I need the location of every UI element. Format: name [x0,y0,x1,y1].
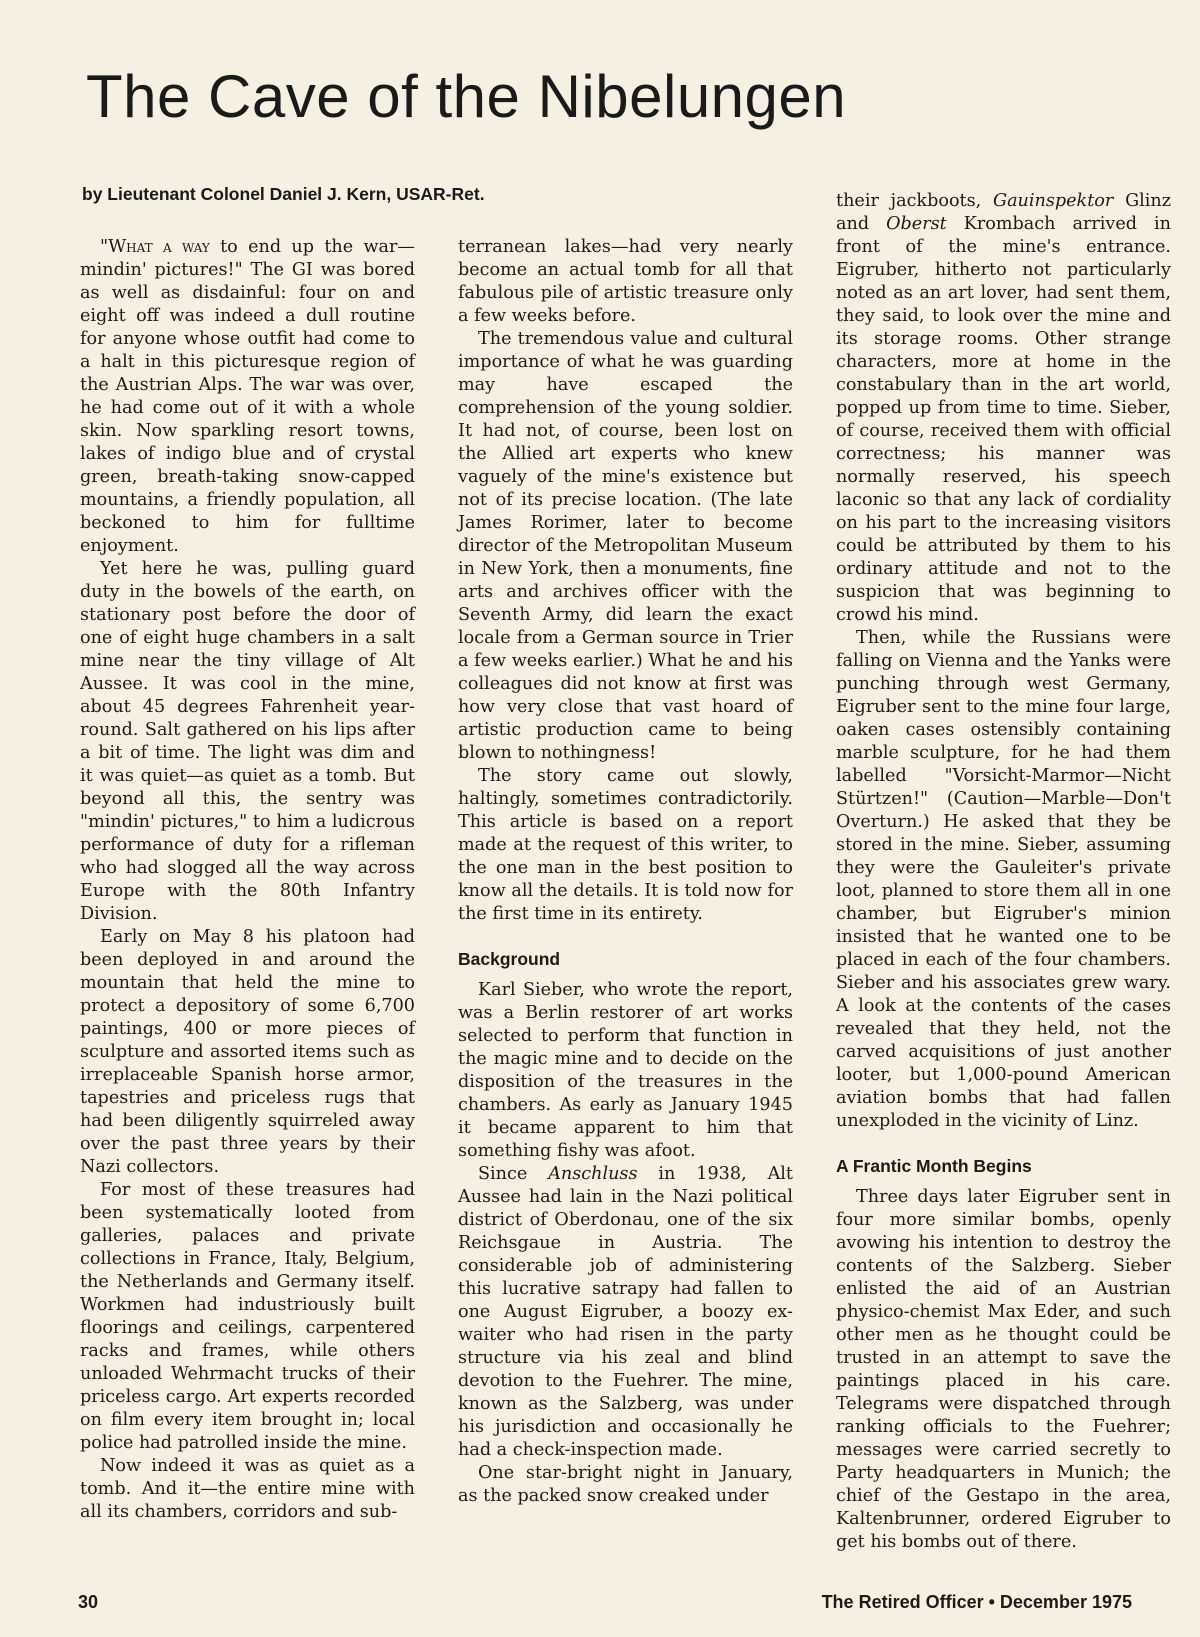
column-3 [836,190,1171,1554]
emphasis: Oberst [886,214,947,234]
column-1 [80,236,415,1524]
paragraph [80,236,415,558]
paragraph-text: to end up the war—mindin' pictures!" The GI was bored as well as disdainful: four on and eight off was indeed a dull routine for anyone whose outfit had come to a halt in this picturesque region of the Austrian Alps. The war was over, he had come out of it with a whole skin. Now sparkling resort towns, lakes of indigo blue and of crystal green, breath-taking snow-capped mountains, a friendly population, all beckoned to him for fulltime enjoyment. [80,237,416,556]
emphasis: Gauinspektor [993,191,1114,211]
paragraph: For most of these treasures had been systematically looted from galleries, palaces and private collections in France, Italy, Belgium, the Netherlands and Germany itself. Workmen had industriously built floorings and ceilings, carpentered racks and frames, while others unloaded Wehrmacht trucks of their priceless cargo. Art experts recorded on film every item brought in; local police had patrolled inside the mine. [80,1180,415,1453]
section-heading-frantic-month: A Frantic Month Begins [836,1156,1032,1176]
lead-in: "What a way [100,237,210,257]
emphasis: Anschluss [548,1164,638,1184]
paragraph-text: their jackboots, [836,191,994,211]
byline: by Lieutenant Colonel Daniel J. Kern, USAR-Ret. [82,184,485,204]
paragraph [458,1163,793,1462]
paragraph: terranean lakes—had very nearly become an actual tomb for all that fabulous pile of artistic treasure only a few weeks before. [458,237,793,326]
paragraph-text: Since [478,1164,549,1184]
article-title: The Cave of the Nibelungen [86,63,847,130]
paragraph: Now indeed it was as quiet as a tomb. And it—the entire mine with all its chambers, corridors and sub- [80,1456,415,1522]
paragraph [836,190,1171,627]
paragraph: Yet here he was, pulling guard duty in the bowels of the earth, on stationary post before the door of one of eight huge chambers in a salt mine near the tiny village of Alt Aussee. It was cool in the mine, about 45 degrees Fahrenheit year-round. Salt gathered on his lips after a bit of time. The light was dim and it was quiet—as quiet as a tomb. But beyond all this, the sentry was "mindin' pictures," to him a ludicrous performance of duty for a rifleman who had slogged all the way across Europe with the 80th Infantry Division. [80,559,415,924]
column-2 [458,236,793,1508]
section-heading-background: Background [458,949,561,969]
paragraph: One star-bright night in January, as the packed snow creaked under [458,1463,793,1506]
publication-footer: The Retired Officer • December 1975 [821,1592,1132,1612]
paragraph: Karl Sieber, who wrote the report, was a Berlin restorer of art works selected to perform that function in the magic mine and to decide on the disposition of the treasures in the chambers. As early as January 1945 it became apparent to him that something fishy was afoot. [458,980,793,1161]
paragraph: Early on May 8 his platoon had been deployed in and around the mountain that held the mine to protect a depository of some 6,700 paintings, 400 or more pieces of sculpture and assorted items such as irreplaceable Spanish horse armor, tapestries and priceless rugs that had been diligently squirreled away over the past three years by their Nazi collectors. [80,927,415,1177]
paragraph-text: Krombach arrived in front of the mine's entrance. Eigruber, hitherto not particularly noted as an art lover, had sent them, they said, to look over the mine and its storage rooms. Other strange characters, more at home in the constabulary than in the art world, popped up from time to time. Sieber, of course, received them with official correctness; his manner was normally reserved, his speech laconic so that any lack of cordiality on his part to the increasing visitors could be attributed by them to his ordinary attitude and not to the suspicion that was beginning to crowd his mind. [836,214,1171,625]
paragraph-text: in 1938, Alt Aussee had lain in the Nazi political district of Oberdonau, one of the six Reichsgaue in Austria. The considerable job of administering this lucrative satrapy had fallen to one August Eigruber, a boozy ex-waiter who had risen in the party structure via his zeal and blind devotion to the Fuehrer. The mine, known as the Salzberg, was under his jurisdiction and occasionally he had a check-inspection made. [458,1164,793,1460]
paragraph: Three days later Eigruber sent in four more similar bombs, openly avowing his intention to destroy the contents of the Salzberg. Sieber enlisted the aid of an Austrian physico-chemist Max Eder, and such other men as he thought could be trusted in an attempt to save the paintings placed in his care. Telegrams were dispatched through ranking officials to the Fuehrer; messages were carried secretly to Party headquarters in Munich; the chief of the Gestapo in the area, Kaltenbrunner, ordered Eigruber to get his bombs out of there. [836,1187,1171,1552]
paragraph: The story came out slowly, haltingly, sometimes contradictorily. This article is based on a report made at the request of this writer, to the one man in the best position to know all the details. It is told now for the first time in its entirety. [458,766,793,924]
paragraph: Then, while the Russians were falling on Vienna and the Yanks were punching through west Germany, Eigruber sent to the mine four large, oaken cases ostensibly containing marble sculpture, for he had them labelled "Vorsicht-Marmor—Nicht Stürtzen!" (Caution—Marble—Don't Overturn.) He asked that they be stored in the mine. Sieber, assuming they were the Gauleiter's private loot, planned to store them all in one chamber, but Eigruber's minion insisted that he wanted one to be placed in each of the four chambers. Sieber and his associates grew wary. A look at the contents of the cases revealed that they held, not the carved acquisitions of just another looter, but 1,000-pound American aviation bombs that had fallen unexploded in the vicinity of Linz. [836,628,1171,1131]
page-number: 30 [78,1592,99,1612]
paragraph: The tremendous value and cultural importance of what he was guarding may have escaped the comprehension of the young soldier. It had not, of course, been lost on the Allied art experts who knew vaguely of the mine's existence but not of its precise location. (The late James Rorimer, later to become director of the Metropolitan Museum in New York, then a monuments, fine arts and archives officer with the Seventh Army, did learn the exact locale from a German source in Trier a few weeks earlier.) What he and his colleagues did not know at first was how very close that vast hoard of artistic production came to being blown to nothingness! [458,329,793,763]
paragraph-text: Glinz and [836,191,1171,234]
